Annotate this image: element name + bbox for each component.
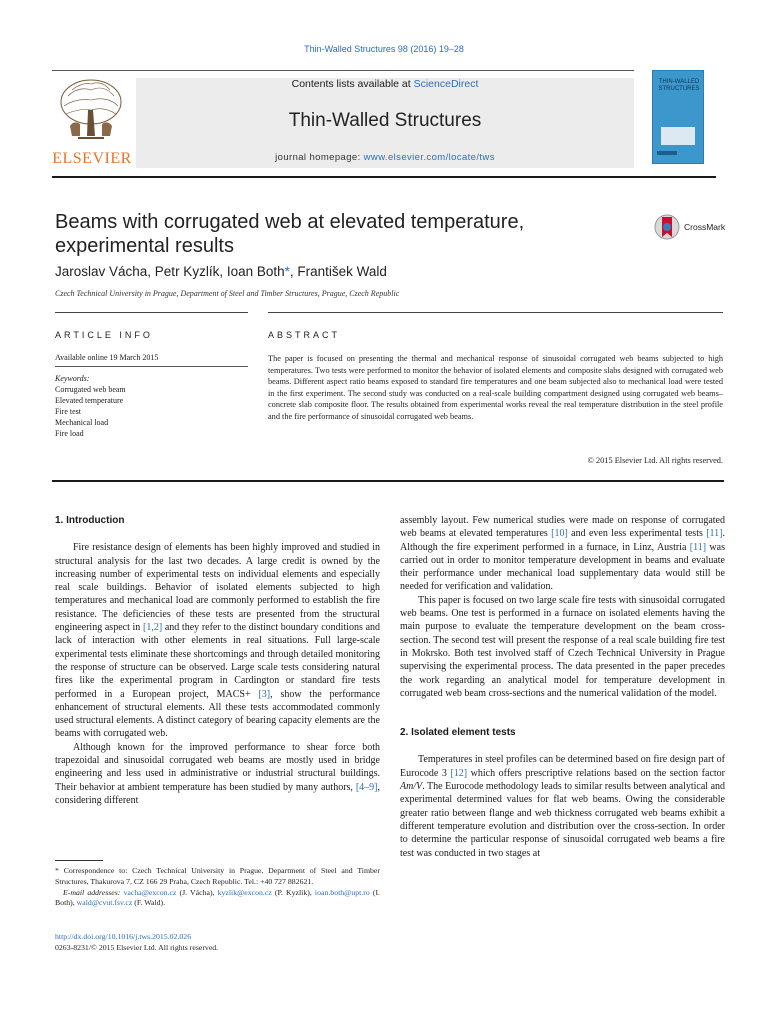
right-column [400,514,725,860]
cover-box [661,127,695,145]
doi-block [55,932,218,954]
footnote-rule [55,860,103,861]
ref-link[interactable]: [3] [258,688,271,700]
intro-paragraph-2 [55,741,380,807]
email-link[interactable]: wald@cvut.fsv.cz [76,898,133,908]
keywords-label: Keywords: [55,374,90,383]
masthead [52,70,700,170]
right-paragraph-2: This paper is focused on two large scale fire tests with sinusoidal corrugated web beams. One test is performed in a furnace on isolated elements having the main purpose to evaluate the temperature development on the beam cross-section. The second test will present the response of a real scale building fire test in Mokrsko. Both test involved staff of Czech Technical University in Prague supervising the experimental process. The data presented in the paper precedes the work regarding an analytical model for temperature development in corrugated web beam cross-sections and the numerical validation of the model. [400,594,725,699]
ref-link[interactable]: [11] [689,541,707,553]
intro-text: , show the performance enhancement of structural elements. All these tests accommodated commonly used structural elements. A distinct category of bearing capacity elements are the beams with corrugated web. [55,688,380,740]
masthead-bottom-rule [52,176,716,178]
email-link[interactable]: kyzlik@excon.cz [217,887,272,897]
elsevier-wordmark: ELSEVIER [52,150,132,167]
email-owner: (P. Kyzlík), [271,887,312,897]
ref-link[interactable]: [4–9] [355,781,378,793]
homepage-line [136,152,634,163]
email-owner: (J. Vácha), [176,887,218,897]
contents-prefix: Contents lists available at [291,78,414,90]
available-online: Available online 19 March 2015 [55,353,248,367]
intro-text: and they refer to the distinct boundary conditions and lack of interaction with other elements in real situations. Full large-scale experimental tests eliminate these shortcomings and through detailed monitoring the response of structure can be observed. Large scale tests considering natural fires like the experimental program in Cardington or standard fire tests performed in a European project, MACS+ [55,622,381,700]
article-info-rule [55,312,248,313]
issn-line: 0263-8231/© 2015 Elsevier Ltd. All rights reserved. [55,942,219,952]
abstract-text: The paper is focused on presenting the thermal and mechanical response of sinusoidal corrugated web beams subjected to high temperatures. Two tests were performed to monitor the behavior of isolated elements and composite slabs designed with corrugated web beams. Different aspect ratio beams exposed to standard fire temperatures and one beam subjected also to mechanical load were tested in the first experiment. The second study was conducted on a real-scale building compartment designed using corrugated web beams–concrete slab composite floor. The results obtained from experimental works reveal the real temperature distribution in the steel profile and the fire performance of sinusoidal corrugated web beams. [268,354,723,421]
homepage-prefix: journal homepage: [275,152,364,163]
ref-link[interactable]: [12] [450,767,468,779]
sciencedirect-link[interactable]: ScienceDirect [413,78,479,90]
section-2-paragraph-1 [400,753,725,859]
keyword: Elevated temperature [55,396,124,405]
body-text: . The Eurocode methodology leads to similar results between analytical and experimental determined values for flat web beams. Owing the considerable greater ratio between flange and web thickness corrugated web beams exhibit a different temperature evolution and distribution over the cross-section. In order to determine the particular response of sinusoidal corrugated web beams a fire test was conducted in two stages at [400,781,726,859]
author-list [55,264,387,279]
abstract-copyright: © 2015 Elsevier Ltd. All rights reserved. [587,456,723,465]
corresponding-author-mark[interactable]: * [284,264,290,279]
contents-line [136,78,634,90]
journal-cover-thumbnail[interactable] [652,70,704,164]
keyword: Mechanical load [55,418,109,427]
keyword: Fire test [55,407,81,416]
body-text: and even less experimental tests [567,528,707,540]
correspondence-footnote [55,866,380,909]
elsevier-tree-icon [58,76,124,144]
article-title: Beams with corrugated web at elevated temperature, experimental results [55,211,525,257]
masthead-banner [136,78,634,168]
journal-title: Thin-Walled Structures [288,110,482,131]
ref-link[interactable]: [10] [551,528,568,540]
email-owner: (F. Wald). [132,898,166,908]
email-label: E-mail addresses: [63,887,124,897]
ref-link[interactable]: [1,2] [142,622,163,634]
authors-text-tail: , František Wald [289,264,387,279]
homepage-link[interactable]: www.elsevier.com/locate/tws [363,152,495,163]
body-text: which offers prescriptive relations based on the section factor [467,767,725,779]
email-link[interactable]: ioan.both@upt.ro [314,887,370,897]
body-text: . Although the fire experiment performed in a furnace, in Linz, Austria [400,528,726,553]
section-factor: Am/V [400,781,423,793]
section-2-title: 2. Isolated element tests [400,727,516,739]
intro-text: Fire resistance design of elements has been highly improved and studied in structural analysis for the last two decades. A large credit is owned by the increasing number of experimental tests on individual elements and especially real scale buildings. Behavior of isolated elements subjected to high temperatures and mechanical load are commonly performed to establish the fire resistance. The deficiencies of these tests are presented from the structural engineering aspect in [55,542,380,634]
ref-link[interactable]: [11] [706,528,723,540]
correspondence-text: Correspondence to: Czech Technical University in Prague, Department of Steel and Timber Structures, Thakurova 7, CZ 166 29 Praha, Czech Republic. Tel.: +40 727 882621. [55,866,380,886]
authors-text: Jaroslav Vácha, Petr Kyzlík, Ioan Both [55,264,285,279]
keyword: Corrugated web beam [55,385,126,394]
body-text: Temperatures in steel profiles can be determined based on fire design part of Eurocode 3 [400,754,725,779]
footnote-mark: * [55,866,59,875]
cover-strip [657,151,677,155]
doi-link[interactable]: http://dx.doi.org/10.1016/j.tws.2015.02.026 [55,932,192,941]
elsevier-logo[interactable] [52,76,132,168]
crossmark-icon [654,212,680,242]
body-text: assembly layout. Few numerical studies were made on response of corrugated web beams at elevated temperatures [400,515,725,540]
affiliation: Czech Technical University in Prague, Department of Steel and Timber Structures, Prague, Czech Republic [55,289,400,298]
email-owner: (I. Both), [55,887,381,908]
crossmark-label: CrossMark [684,222,726,232]
intro-text: , considering different [55,781,380,806]
journal-citation[interactable]: Thin-Walled Structures 98 (2016) 19–28 [304,44,464,54]
intro-text: Although known for the improved performance to shear force both trapezoidal and sinusoidal corrugated web beams are mostly used in bridge engineering and less used in administrative or industrial structural buildings. Their behavior at ambient temperature has been studied by many authors, [55,741,380,793]
left-column [55,514,380,807]
right-paragraph-1 [400,514,725,594]
intro-paragraph-1 [55,541,380,740]
article-info [55,353,248,439]
body-top-rule [52,480,724,482]
email-link[interactable]: vacha@excon.cz [123,887,177,897]
keyword: Fire load [55,429,84,438]
crossmark-badge[interactable] [652,212,732,242]
cover-title: THIN-WALLED STRUCTURES [658,79,700,92]
section-1-title: 1. Introduction [55,515,125,526]
article-info-heading: ARTICLE INFO [55,330,153,340]
body-text: was carried out in order to monitor temperature development in beams and evaluate their performance under mechanical load supplementary data would still be needed for verification and validation. [400,541,725,593]
abstract-rule [268,312,723,313]
abstract-heading: ABSTRACT [268,330,341,340]
